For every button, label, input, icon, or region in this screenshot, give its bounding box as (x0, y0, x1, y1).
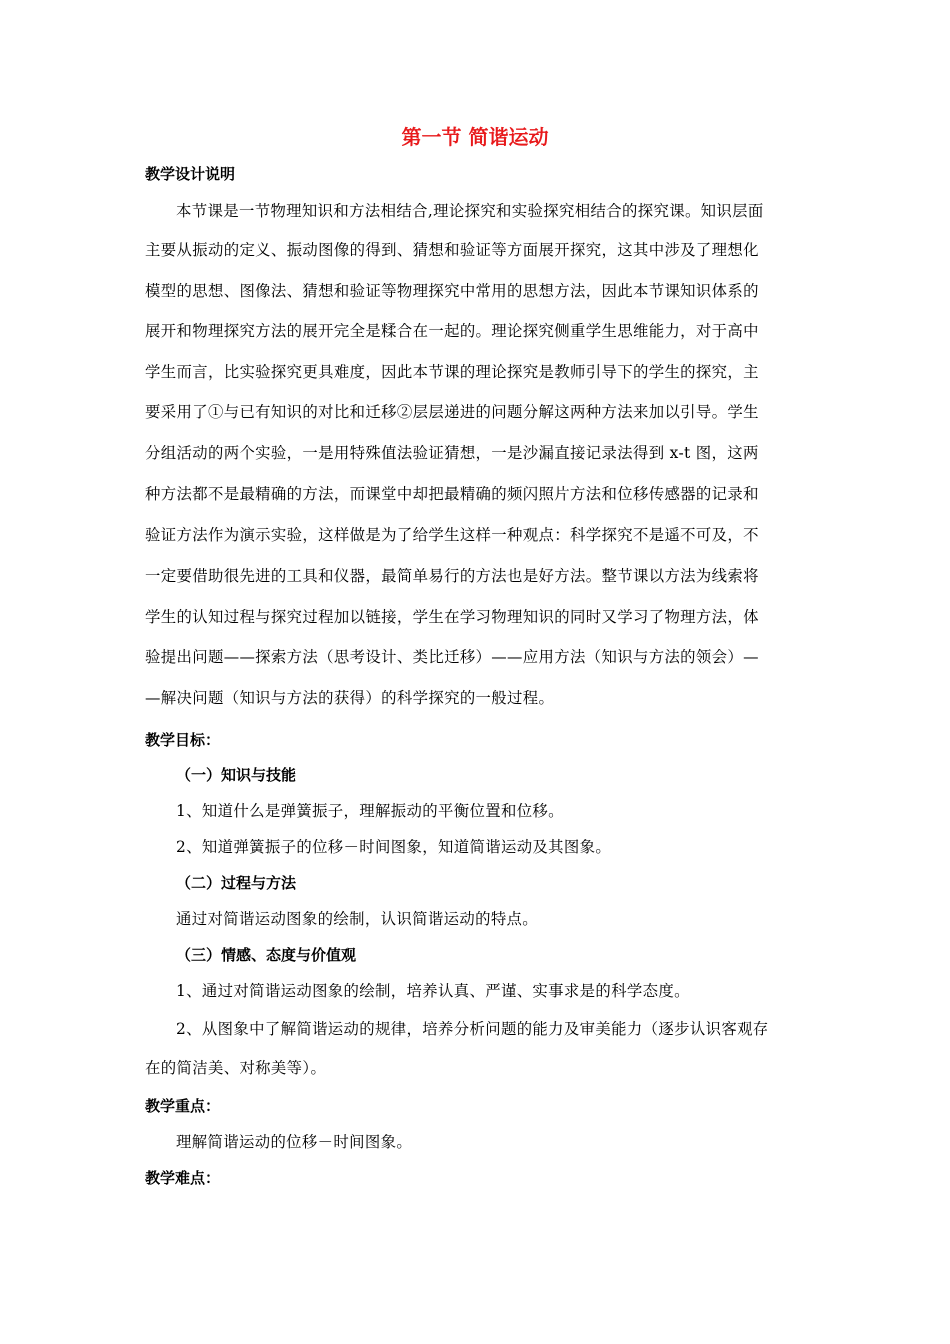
paragraph-line: 一定要借助很先进的工具和仪器，最简单易行的方法也是好方法。整节课以方法为线索将 (145, 567, 759, 585)
list-item: 2、从图象中了解简谐运动的规律，培养分析问题的能力及审美能力（逐步认识客观存 (176, 1020, 769, 1038)
list-item: 1、知道什么是弹簧振子，理解振动的平衡位置和位移。 (176, 802, 564, 820)
heading-key-points: 教学重点： (145, 1097, 221, 1115)
heading-teaching-goals: 教学目标： (145, 731, 221, 749)
list-item: 2、知道弹簧振子的位移－时间图象，知道简谐运动及其图象。 (176, 838, 612, 856)
paragraph-line: 种方法都不是最精确的方法，而课堂中却把最精确的频闪照片方法和位移传感器的记录和 (145, 485, 759, 503)
heading-difficult-points: 教学难点： (145, 1169, 221, 1187)
paragraph-line: 学生的认知过程与探究过程加以链接，学生在学习物理知识的同时又学习了物理方法，体 (145, 608, 759, 626)
list-item: 1、通过对简谐运动图象的绘制，培养认真、严谨、实事求是的科学态度。 (176, 982, 690, 1000)
list-item: 在的简洁美、对称美等）。 (145, 1059, 327, 1077)
paragraph-line: 要采用了①与已有知识的对比和迁移②层层递进的问题分解这两种方法来加以引导。学生 (145, 403, 759, 421)
subheading-knowledge-skills: （一）知识与技能 (176, 766, 297, 784)
heading-design-notes: 教学设计说明 (145, 165, 236, 183)
list-item: 理解简谐运动的位移－时间图象。 (176, 1133, 413, 1151)
paragraph-line: 模型的思想、图像法、猜想和验证等物理探究中常用的思想方法，因此本节课知识体系的 (145, 282, 759, 300)
page-title: 第一节 简谐运动 (401, 125, 549, 149)
list-item: 通过对简谐运动图象的绘制，认识简谐运动的特点。 (176, 910, 539, 928)
paragraph-line: 本节课是一节物理知识和方法相结合,理论探究和实验探究相结合的探究课。知识层面 (176, 202, 764, 220)
paragraph-line: 分组活动的两个实验，一是用特殊值法验证猜想，一是沙漏直接记录法得到 x-t 图，这两 (145, 444, 759, 462)
paragraph-line: —解决问题（知识与方法的获得）的科学探究的一般过程。 (145, 689, 555, 707)
paragraph-line: 学生而言，比实验探究更具难度，因此本节课的理论探究是教师引导下的学生的探究，主 (145, 363, 759, 381)
paragraph-line: 展开和物理探究方法的展开完全是糅合在一起的。理论探究侧重学生思维能力，对于高中 (145, 322, 759, 340)
paragraph-line: 主要从振动的定义、振动图像的得到、猜想和验证等方面展开探究，这其中涉及了理想化 (145, 241, 759, 259)
paragraph-line: 验证方法作为演示实验，这样做是为了给学生这样一种观点：科学探究不是遥不可及，不 (145, 526, 759, 544)
subheading-attitudes-values: （三）情感、态度与价值观 (176, 946, 357, 964)
paragraph-line: 验提出问题——探索方法（思考设计、类比迁移）——应用方法（知识与方法的领会）— (145, 648, 759, 666)
subheading-process-methods: （二）过程与方法 (176, 874, 297, 892)
